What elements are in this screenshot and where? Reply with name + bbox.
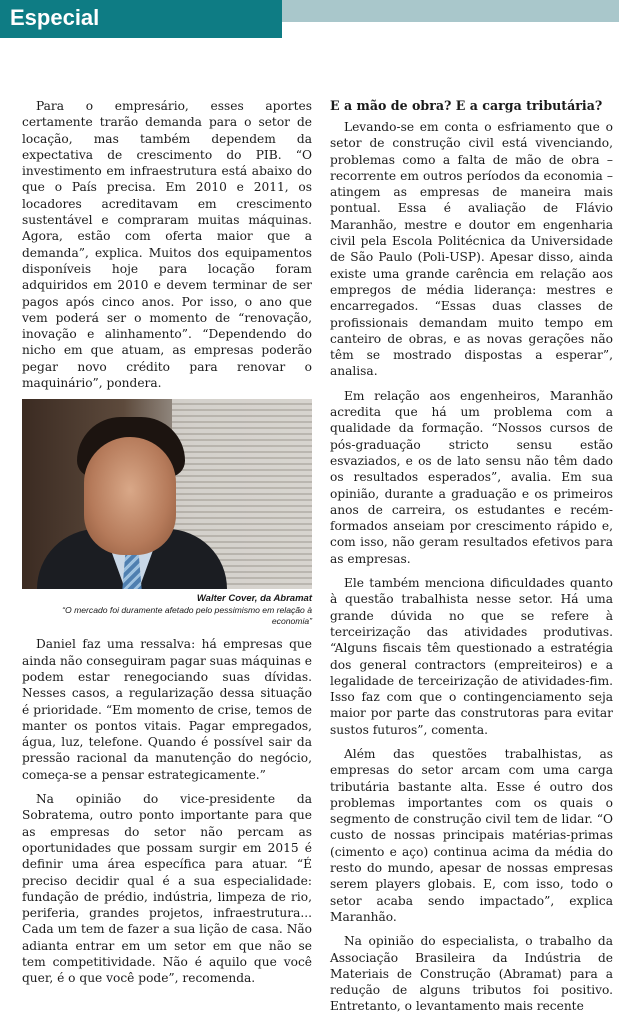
paragraph: Na opinião do especialista, o trabalho da Associação Brasileira da Indústria de Materiais de Construção (Abramat) para a redução de alguns tributos foi positivo. Entretanto, o levantamento mais recente bbox=[330, 934, 613, 1014]
paragraph: Para o empresário, esses aportes certamente trarão demanda para o setor de locação, mas também dependem da expectativa de crescimento do PIB. “O investimento em infraestrutura está abaixo do que o País precisa. Em 2010 e 2011, os locadores acreditavam em crescimento sustentável e compraram muitas máquinas. Agora, estão com oferta maior que a demanda”, explica. Muitos dos equipamentos disponíveis hoje para locação foram adquiridos em 2010 e devem terminar de ser pagos após cinco anos. Por isso, o ano que vem poderá ser o momento de “renovação, inovação e alinhamento”. “Dependendo do nicho em que atuam, as empresas poderão pegar novo crédito para renovar o maquinário”, pondera. bbox=[22, 99, 312, 391]
caption-quote: “O mercado foi duramente afetado pelo pessimismo em relação à economia” bbox=[62, 605, 312, 626]
paragraph: Além das questões trabalhistas, as empresas do setor arcam com uma carga tributária bastante alta. Esse é outro dos problemas importantes com os quais o segmento de construção civil tem de lidar. “O custo de nossas principais matérias-primas (cimento e aço) continua acima da média do resto do mundo, apesar de nossas empresas serem players globais. E, com isso, todo o setor acaba sendo impactado”, explica Maranhão. bbox=[330, 746, 613, 924]
paragraph: Daniel faz uma ressalva: há empresas que ainda não conseguiram pagar suas máquinas e podem estar renegociando suas dívidas. Nesses casos, a regularização dessa situação é prioridade. “Em momento de crise, temos de manter os pontos vitais. Pagar empregados, água, luz, telefone. Quando é possível sair da pressão racional da manutenção do negócio, começa-se a pensar estrategicamente.” bbox=[22, 637, 312, 782]
photo-caption bbox=[22, 593, 312, 626]
paragraph: Na opinião do vice-presidente da Sobratema, outro ponto importante para que as empresas do setor não percam as oportunidades que possam surgir em 2015 é definir uma área específica para atuar. “É preciso decidir qual é a sua especialidade: fundação de prédio, indústria, limpeza de rio, periferia, grandes projetos, infraestrutura... Cada um tem de fazer a sua lição de casa. Não adianta entrar em um setor em que não se tem competitividade. Não é aquilo que você quer, é o que você pode”, recomenda. bbox=[22, 792, 312, 986]
subheading: E a mão de obra? E a carga tributária? bbox=[330, 98, 603, 113]
paragraph: Levando-se em conta o esfriamento que o setor de construção civil está vivenciando, problemas como a falta de mão de obra – recorrente em outros períodos da economia – atingem as empresas de maneira mais pontual. Essa é avaliação de Flávio Maranhão, mestre e doutor em engenharia civil pela Escola Politécnica da Universidade de São Paulo (Poli-USP). Apesar disso, ainda existe uma grande carência em relação aos empregos de média liderança: mestres e encarregados. “Essas duas classes de profissionais demandam muito tempo em canteiro de obras, e as novas gerações não têm se mostrado dispostas a esperar”, analisa. bbox=[330, 120, 613, 379]
paragraph: Ele também menciona dificuldades quanto à questão trabalhista nesse setor. Há uma grande dúvida no que se refere à terceirização das atividades produtivas. “Alguns fiscais têm questionado a estratégia dos general contractors (empreiteiros) e a legalidade de terceirização de atividades-fim. Isso faz com que o contingenciamento seja maior por parte das construtoras para evitar sustos futuros”, comenta. bbox=[330, 576, 613, 737]
portrait-photo bbox=[22, 399, 312, 589]
section-header bbox=[0, 0, 282, 38]
paragraph: Em relação aos engenheiros, Maranhão acredita que há um problema com a qualidade da formação. “Nossos cursos de pós-graduação stricto sensu estão esvaziados, e os de lato sensu não têm dado os resultados esperados”, avalia. Em sua opinião, durante a graduação e os primeiros anos de carreira, os estudantes e recém-formados anseiam por crescimento rápido e, com isso, não geram resultados efetivos para as empresas. bbox=[330, 388, 613, 566]
left-column bbox=[22, 98, 312, 995]
right-column bbox=[330, 98, 613, 1023]
caption-name: Walter Cover, da Abramat bbox=[196, 593, 312, 605]
header-bar bbox=[282, 0, 619, 22]
section-title: Especial bbox=[10, 5, 100, 30]
face-shape bbox=[84, 437, 176, 555]
